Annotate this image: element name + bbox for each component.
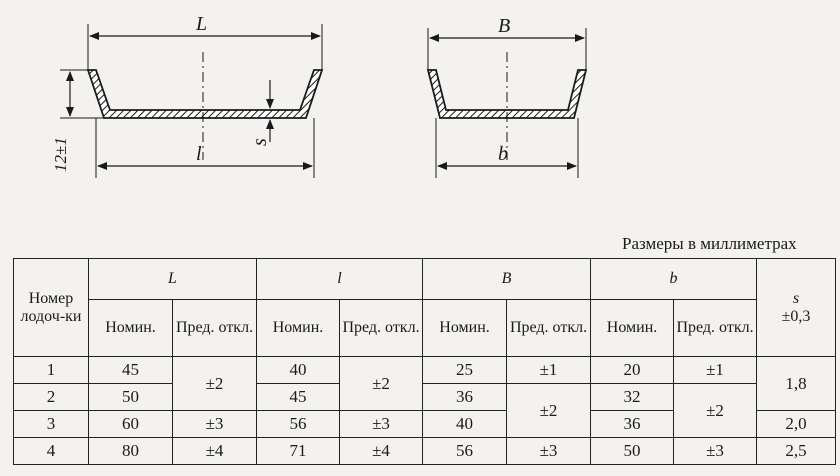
cell-s: 2,0 [757, 411, 836, 438]
cell-B: 36 [423, 384, 507, 411]
cell-b-tol: ±1 [674, 357, 757, 384]
cell-l: 45 [257, 384, 340, 411]
header-s-symbol: s [792, 289, 800, 307]
header-B: B [423, 259, 591, 300]
table-row [14, 384, 836, 411]
cell-number: 1 [14, 357, 89, 384]
left-section-view [60, 24, 322, 178]
cell-l-tol: ±3 [340, 411, 423, 438]
boat-drawing [0, 0, 840, 230]
cell-L-tol: ±2 [173, 357, 257, 411]
units-caption: Размеры в миллиметрах [622, 234, 797, 253]
dim-label-l: l [196, 143, 202, 165]
cell-b: 50 [591, 438, 674, 465]
header-s-tolerance: ±0,3 [781, 307, 811, 325]
header-b: b [591, 259, 757, 300]
dimensions-table [13, 258, 836, 465]
cell-s: 1,8 [757, 357, 836, 411]
cell-b-tol: ±3 [674, 438, 757, 465]
dim-label-wall: s [249, 138, 271, 146]
cell-l-tol: ±2 [340, 357, 423, 411]
table-row [14, 357, 836, 384]
cell-s: 2,5 [757, 438, 836, 465]
cell-number: 2 [14, 384, 89, 411]
cell-L: 45 [89, 357, 173, 384]
cell-L-tol: ±4 [173, 438, 257, 465]
cell-l: 71 [257, 438, 340, 465]
dim-label-B: B [498, 15, 511, 37]
cell-B: 56 [423, 438, 507, 465]
cell-b-tol: ±2 [674, 384, 757, 438]
subheader-tolerance: Пред. откл. [173, 300, 257, 357]
dim-label-b: b [498, 143, 508, 165]
cell-L-tol: ±3 [173, 411, 257, 438]
header-L: L [89, 259, 257, 300]
cell-B: 40 [423, 411, 507, 438]
subheader-tolerance: Пред. откл. [674, 300, 757, 357]
cell-number: 3 [14, 411, 89, 438]
cell-l: 56 [257, 411, 340, 438]
cell-B: 25 [423, 357, 507, 384]
cell-B-tol: ±1 [507, 357, 591, 384]
header-boat-number: Номер лодоч-ки [14, 259, 89, 357]
header-l: l [257, 259, 423, 300]
cell-l-tol: ±4 [340, 438, 423, 465]
cell-L: 50 [89, 384, 173, 411]
cell-L: 60 [89, 411, 173, 438]
cell-B-tol: ±3 [507, 438, 591, 465]
table-row [14, 438, 836, 465]
dim-label-height: 12±1 [51, 137, 70, 172]
subheader-nominal: Номин. [89, 300, 173, 357]
left-boat-wall [88, 70, 322, 118]
cell-B-tol: ±2 [507, 384, 591, 438]
cell-b: 20 [591, 357, 674, 384]
cell-L: 80 [89, 438, 173, 465]
subheader-tolerance: Пред. откл. [507, 300, 591, 357]
header-s [757, 259, 836, 357]
cell-b: 36 [591, 411, 674, 438]
cell-l: 40 [257, 357, 340, 384]
subheader-tolerance: Пред. откл. [340, 300, 423, 357]
dim-label-L: L [196, 13, 208, 35]
subheader-nominal: Номин. [423, 300, 507, 357]
subheader-nominal: Номин. [591, 300, 674, 357]
subheader-nominal: Номин. [257, 300, 340, 357]
cell-number: 4 [14, 438, 89, 465]
cell-b: 32 [591, 384, 674, 411]
